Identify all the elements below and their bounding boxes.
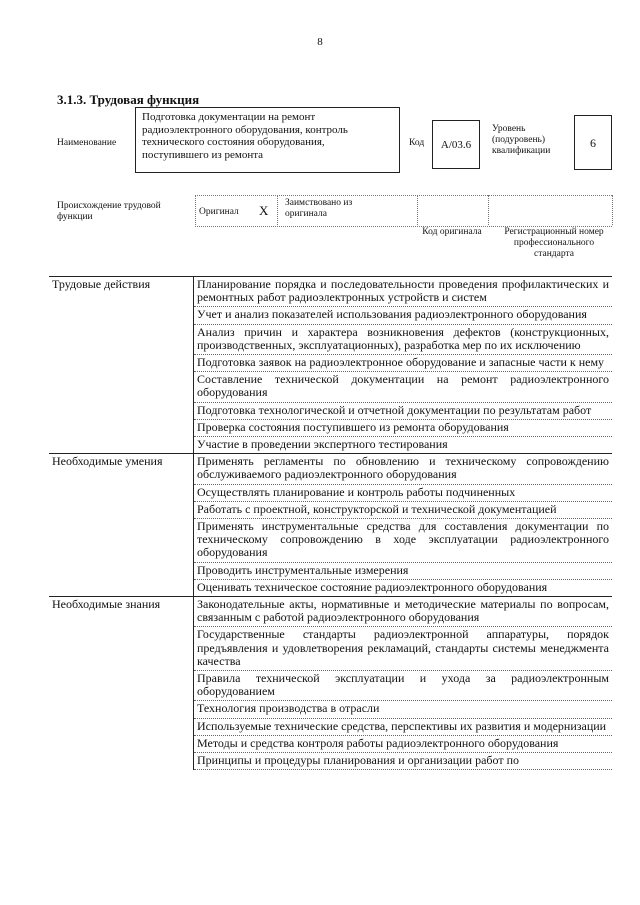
page-number: 8 — [317, 36, 323, 48]
name-label: Наименование — [57, 138, 117, 148]
function-table — [49, 276, 612, 770]
table-item: Методы и средства контроля работы радиоэлектронного оборудования — [194, 735, 613, 752]
category-label: Необходимые умения — [49, 454, 194, 597]
original-mark: X — [259, 203, 269, 218]
function-name-box: Подготовка документации на ремонт радиоэлектронного оборудования, контроль технического состояния оборудования, поступившего из ремонта — [135, 107, 400, 173]
origin-row — [195, 195, 612, 227]
level-value-box: 6 — [574, 115, 612, 170]
table-item: Анализ причин и характера возникновения дефектов (конструкционных, производственных, эксплуатационных), разработка мер по их исключению — [194, 324, 613, 354]
table-item: Планирование порядка и последовательности проведения профилактических и ремонтных работ радиоэлектронных устройств и систем — [194, 277, 613, 307]
table-item: Применять регламенты по обновлению и техническому сопровождению обслуживаемого радиоэлектронного оборудования — [194, 454, 613, 484]
table-item: Применять инструментальные средства для составления документации по техническому сопровождению в ходе эксплуатации радиоэлектронного оборудования — [194, 519, 613, 563]
code-original-label: Код оригинала — [422, 227, 482, 237]
reg-number-label: Регистрационный номер профессионального стандарта — [504, 227, 604, 259]
origin-divider — [195, 195, 196, 225]
table-row — [49, 454, 612, 484]
origin-label: Происхождение трудовой функции — [57, 201, 161, 222]
origin-divider — [488, 195, 489, 225]
table-row — [49, 277, 612, 307]
table-item: Подготовка заявок на радиоэлектронное оборудование и запасные части к нему — [194, 355, 613, 372]
table-item: Оценивать техническое состояние радиоэлектронного оборудования — [194, 579, 613, 596]
table-item: Проводить инструментальные измерения — [194, 562, 613, 579]
table-item: Осуществлять планирование и контроль работы подчиненных — [194, 484, 613, 501]
borrowed-label: Заимствовано из оригинала — [285, 198, 353, 219]
table-item: Используемые технические средства, перспективы их развития и модернизации — [194, 718, 613, 735]
table-item: Государственные стандарты радиоэлектронной аппаратуры, порядок предъявления и удовлетворения рекламаций, стандарты системы менеджмента качества — [194, 627, 613, 671]
section-title: 3.1.3. Трудовая функция — [57, 92, 200, 107]
category-label: Трудовые действия — [49, 277, 194, 454]
table-item: Законодательные акты, нормативные и методические материалы по вопросам, связанным с работой радиоэлектронного оборудования — [194, 597, 613, 627]
code-label: Код — [409, 138, 425, 148]
origin-divider — [277, 195, 278, 225]
table-item: Правила технической эксплуатации и ухода за радиоэлектронным оборудованием — [194, 671, 613, 701]
table-item: Проверка состояния поступившего из ремонта оборудования — [194, 419, 613, 436]
table-row — [49, 597, 612, 627]
table-item: Подготовка технологической и отчетной документации по результатам работ — [194, 402, 613, 419]
table-item: Принципы и процедуры планирования и организации работ по — [194, 753, 613, 770]
table-item: Работать с проектной, конструкторской и технической документацией — [194, 501, 613, 518]
table-item: Технология производства в отрасли — [194, 701, 613, 718]
table-item: Составление технической документации на ремонт радиоэлектронного оборудования — [194, 372, 613, 402]
category-label: Необходимые знания — [49, 597, 194, 770]
origin-divider — [417, 195, 418, 225]
original-label: Оригинал — [199, 207, 239, 217]
table-item: Участие в проведении экспертного тестирования — [194, 437, 613, 454]
function-code-box: А/03.6 — [432, 120, 480, 169]
level-label: Уровень (подуровень) квалификации — [492, 124, 551, 156]
table-item: Учет и анализ показателей использования радиоэлектронного оборудования — [194, 307, 613, 324]
origin-divider — [612, 195, 613, 225]
